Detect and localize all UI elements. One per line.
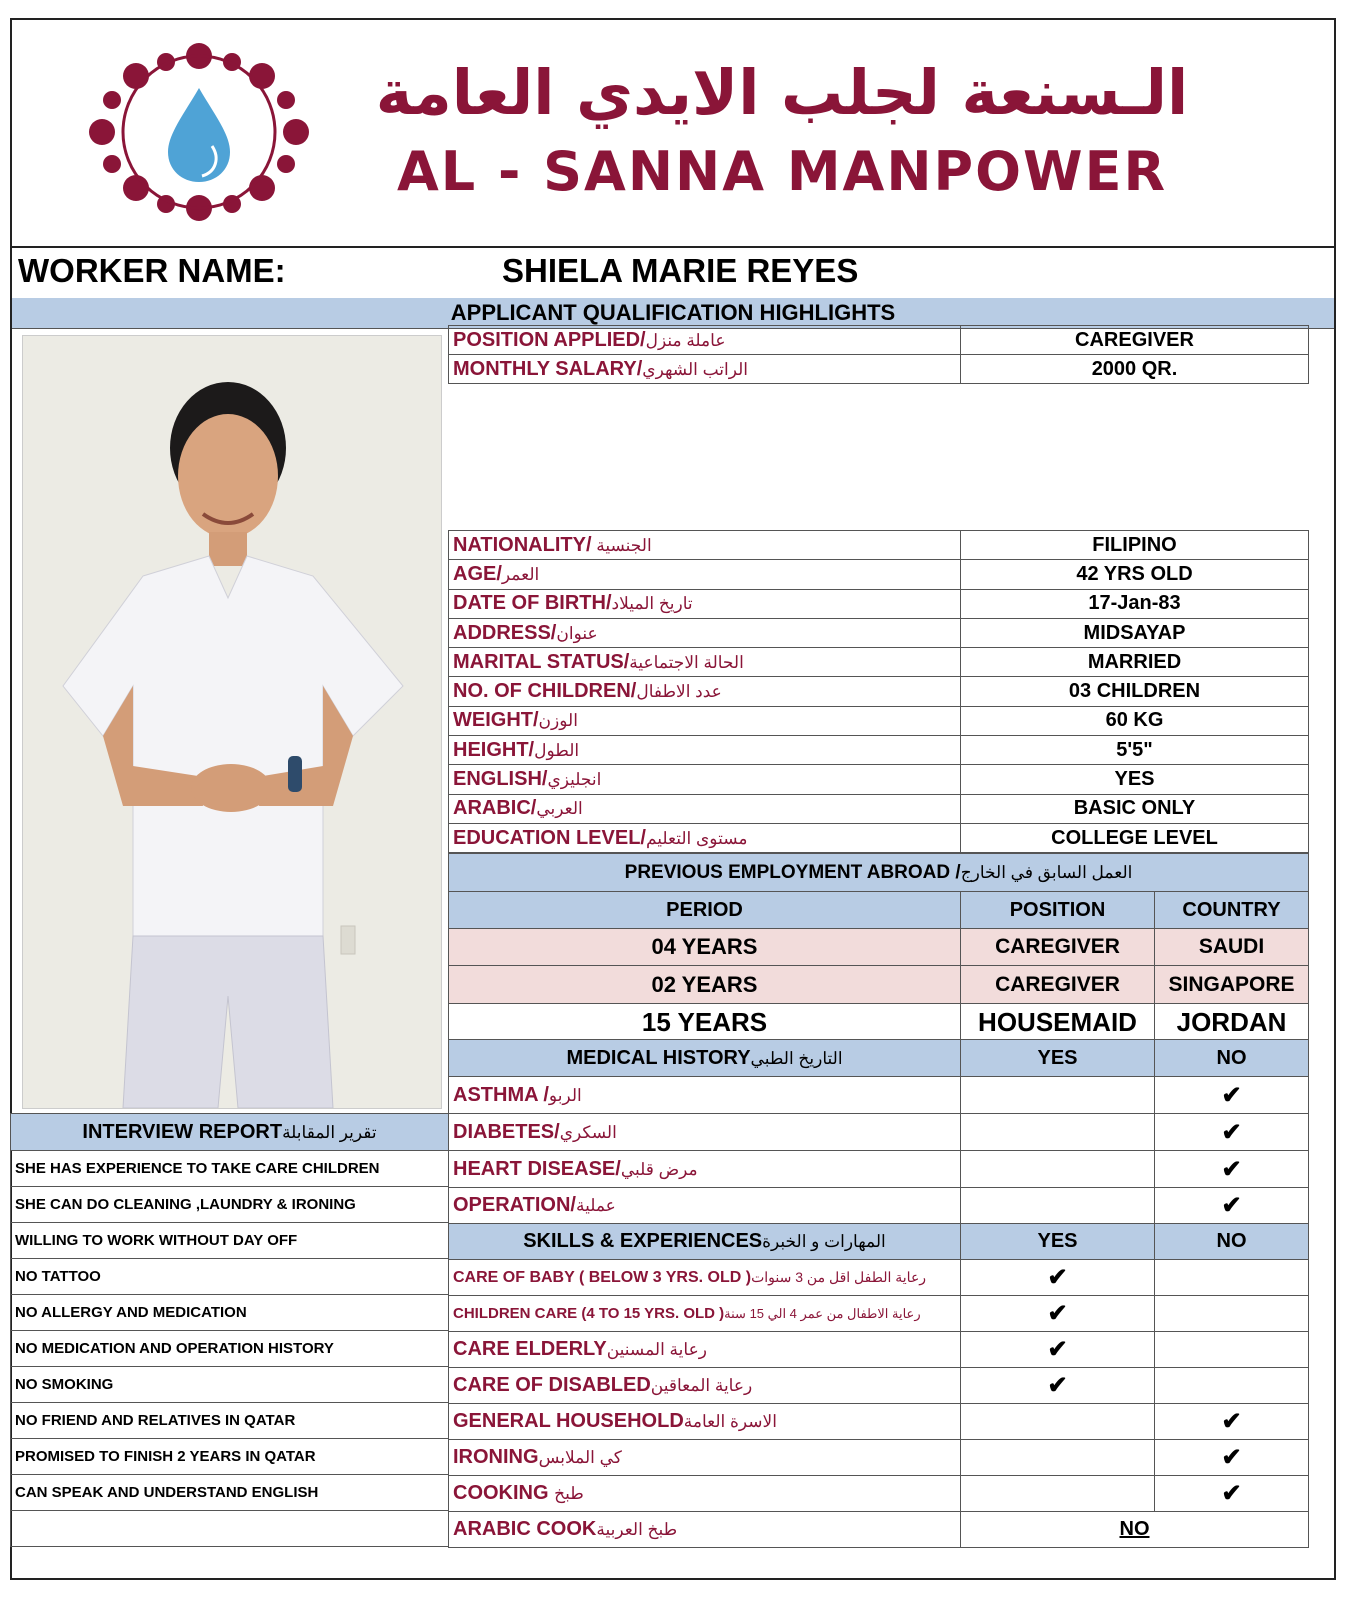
employment-period: 04 YEARS [449,929,961,966]
employment-period: 15 YEARS [449,1004,961,1042]
field-row [449,794,1309,823]
medical-title-ar: التاريخ الطبي [750,1048,843,1068]
medical-row [449,1077,1309,1114]
skill-yes-check: ✔ [961,1260,1155,1296]
medical-yes-check [961,1114,1155,1151]
medical-label-ar: الربو [548,1085,582,1105]
applicant-photo [22,335,442,1109]
skill-no-check [1155,1368,1309,1404]
field-value: YES [961,765,1309,794]
skill-label: CARE OF DISABLED [453,1374,651,1396]
interview-item-text: SHE HAS EXPERIENCE TO TAKE CARE CHILDREN [11,1151,449,1187]
employment-country: SINGAPORE [1155,966,1309,1004]
skill-label: CARE ELDERLY [453,1338,607,1360]
skill-yes-check: ✔ [961,1296,1155,1332]
skill-yes-check: ✔ [961,1332,1155,1368]
skill-label-ar: كي الملابس [538,1448,622,1467]
medical-yes-check [961,1188,1155,1224]
skill-no-check: ✔ [1155,1476,1309,1512]
skill-row [449,1296,1309,1332]
field-label: NATIONALITY/ [453,533,592,556]
field-value: FILIPINO [961,531,1309,560]
field-row [449,326,1309,355]
worker-name-value: SHIELA MARIE REYES [502,252,859,289]
field-row [449,823,1309,852]
medical-label: OPERATION/ [453,1194,576,1216]
interview-header-row [11,1114,449,1151]
skill-row [449,1404,1309,1440]
skill-no-check: ✔ [1155,1404,1309,1440]
field-label: AGE/ [453,562,502,585]
medical-row [449,1114,1309,1151]
medical-title: MEDICAL HISTORY [566,1046,751,1069]
field-value: COLLEGE LEVEL [961,823,1309,852]
interview-item-text: NO FRIEND AND RELATIVES IN QATAR [11,1403,449,1439]
interview-item-text: CAN SPEAK AND UNDERSTAND ENGLISH [11,1475,449,1511]
skill-row [449,1332,1309,1368]
field-label-ar: الحالة الاجتماعية [629,652,744,672]
skill-no-check [1155,1260,1309,1296]
interview-item [11,1331,449,1367]
skill-label-ar: رعاية المعاقين [650,1376,753,1395]
medical-no-check: ✔ [1155,1077,1309,1114]
brand-arabic: الـسنعة لجلب الايدي العامة [375,56,1189,129]
qualification-banner: APPLICANT QUALIFICATION HIGHLIGHTS [12,298,1334,329]
field-value: 42 YRS OLD [961,560,1309,589]
interview-title: INTERVIEW REPORT [82,1120,283,1143]
field-row [449,736,1309,765]
field-value: 2000 QR. [961,355,1309,384]
field-value: 5'5" [961,736,1309,765]
medical-label: ASTHMA / [453,1083,549,1106]
skill-label: GENERAL HOUSEHOLD [453,1410,684,1432]
interview-item [11,1259,449,1295]
field-label: DATE OF BIRTH/ [453,592,612,615]
field-row [449,706,1309,735]
field-label: ARABIC/ [453,797,537,820]
employment-header-row [449,892,1309,929]
interview-item-text: SHE CAN DO CLEANING ,LAUNDRY & IRONING [11,1187,449,1223]
medical-yes-header: YES [961,1040,1155,1077]
top-fields-table [448,325,1309,384]
interview-item [11,1439,449,1475]
employment-position: CAREGIVER [961,929,1155,966]
worker-name-label: WORKER NAME: [18,252,286,289]
medical-yes-check [961,1077,1155,1114]
skill-merged-value: NO [961,1512,1309,1548]
field-label-ar: عنوان [556,623,598,643]
interview-title-ar: تقرير المقابلة [282,1122,377,1142]
employment-row [449,966,1309,1004]
field-value: MARRIED [961,648,1309,677]
field-label-ar: مستوى التعليم [645,828,748,848]
interview-item [11,1187,449,1223]
worker-name-row [12,246,1334,299]
field-label: HEIGHT/ [453,738,535,761]
skills-header-row [449,1224,1309,1260]
field-label-ar: العربي [536,799,583,819]
skill-label: CARE OF BABY ( BELOW 3 YRS. OLD ) [453,1268,752,1286]
skill-label: ARABIC COOK [453,1518,597,1540]
medical-no-check: ✔ [1155,1188,1309,1224]
field-row [449,618,1309,647]
skill-yes-check [961,1476,1155,1512]
field-row [449,560,1309,589]
interview-item [11,1367,449,1403]
field-row [449,355,1309,384]
field-label-ar: عدد الاطفال [636,682,722,702]
interview-item [11,1151,449,1187]
skill-label-ar: طبخ العربية [596,1520,678,1539]
interview-item-text: NO SMOKING [11,1367,449,1403]
employment-period: 02 YEARS [449,966,961,1004]
medical-label: HEART DISEASE/ [453,1157,621,1180]
field-row [449,765,1309,794]
employment-position: CAREGIVER [961,966,1155,1004]
interview-item-text: WILLING TO WORK WITHOUT DAY OFF [11,1223,449,1259]
interview-item [11,1403,449,1439]
field-value: CAREGIVER [961,326,1309,355]
company-header [12,20,1334,248]
interview-report-table [10,1113,449,1547]
employment-row [449,929,1309,966]
skill-no-check [1155,1332,1309,1368]
skill-row [449,1368,1309,1404]
field-label-ar: عاملة منزل [645,330,726,350]
field-label: NO. OF CHILDREN/ [453,680,637,703]
interview-item [11,1475,449,1511]
skill-label: IRONING [453,1446,539,1468]
medical-label-ar: مرض قلبي [620,1159,698,1179]
brand-english: AL - SANNA MANPOWER [396,140,1168,203]
field-label: MARITAL STATUS/ [453,650,630,673]
field-row [449,589,1309,618]
field-label: ENGLISH/ [453,768,548,791]
employment-position: HOUSEMAID [961,1004,1155,1042]
interview-item [11,1295,449,1331]
field-label-ar: تاريخ الميلاد [611,594,693,614]
employment-country: SAUDI [1155,929,1309,966]
medical-header-row [449,1040,1309,1077]
field-value: 60 KG [961,706,1309,735]
medical-yes-check [961,1151,1155,1188]
skill-label: CHILDREN CARE (4 TO 15 YRS. OLD ) [453,1305,725,1322]
skill-no-check [1155,1296,1309,1332]
skill-label-ar: طبخ [554,1484,584,1503]
skill-label-ar: رعاية المسنين [606,1340,707,1359]
field-value: MIDSAYAP [961,618,1309,647]
medical-row [449,1188,1309,1224]
field-value: 03 CHILDREN [961,677,1309,706]
field-label: ADDRESS/ [453,621,557,644]
interview-item-text: NO TATTOO [11,1259,449,1295]
skills-no-header: NO [1155,1224,1309,1260]
application-sheet [10,18,1336,1580]
skill-row [449,1260,1309,1296]
skill-yes-check [961,1440,1155,1476]
skills-yes-header: YES [961,1224,1155,1260]
field-label-ar: الراتب الشهري [642,359,749,379]
field-label-ar: الوزن [538,711,578,731]
field-label-ar: العمر [501,564,540,584]
skill-yes-check [961,1404,1155,1440]
skill-label-ar: رعاية الطفل اقل من 3 سنوات [751,1268,927,1285]
skill-row [449,1512,1309,1548]
skills-title-ar: المهارات و الخبرة [762,1232,886,1251]
field-label: POSITION APPLIED/ [453,328,646,351]
detail-fields-table [448,530,1309,853]
interview-item [11,1223,449,1259]
employment-row [449,1004,1309,1042]
country-header: COUNTRY [1155,892,1309,929]
employment-title: PREVIOUS EMPLOYMENT ABROAD / [624,861,961,883]
medical-label-ar: السكري [559,1122,617,1142]
period-header: PERIOD [449,892,961,929]
medical-row [449,1151,1309,1188]
field-label-ar: انجليزي [547,770,602,790]
skill-yes-check: ✔ [961,1368,1155,1404]
interview-item-text: NO ALLERGY AND MEDICATION [11,1295,449,1331]
medical-no-check: ✔ [1155,1151,1309,1188]
medical-no-check: ✔ [1155,1114,1309,1151]
skill-no-check: ✔ [1155,1440,1309,1476]
medical-no-header: NO [1155,1040,1309,1077]
company-logo-icon [84,42,314,222]
field-label-ar: الجنسية [591,535,652,555]
interview-item-text: NO MEDICATION AND OPERATION HISTORY [11,1331,449,1367]
field-label: EDUCATION LEVEL/ [453,826,646,849]
skill-label-ar: رعاية الاطفال من عمر 4 الي 15 سنة [724,1306,921,1321]
skill-label: COOKING [453,1482,555,1504]
skill-row [449,1440,1309,1476]
employment-table [448,853,1309,1042]
field-label-ar: الطول [534,740,580,760]
employment-country: JORDAN [1155,1004,1309,1042]
employment-title-ar: العمل السابق في الخارج [960,862,1133,882]
field-value: BASIC ONLY [961,794,1309,823]
employment-title-row [449,854,1309,892]
medical-label-ar: عملية [575,1196,616,1215]
interview-blank-row [11,1511,449,1547]
interview-item-text: PROMISED TO FINISH 2 YEARS IN QATAR [11,1439,449,1475]
field-row [449,648,1309,677]
person-photo-icon [23,336,441,1108]
field-label: WEIGHT/ [453,709,539,732]
skill-row [449,1476,1309,1512]
medical-label: DIABETES/ [453,1120,560,1143]
field-value: 17-Jan-83 [961,589,1309,618]
skills-title: SKILLS & EXPERIENCES [523,1230,763,1252]
medical-skills-table [448,1039,1309,1548]
field-label: MONTHLY SALARY/ [453,357,643,380]
position-header: POSITION [961,892,1155,929]
field-row [449,531,1309,560]
skill-label-ar: الاسرة العامة [683,1412,777,1431]
field-row [449,677,1309,706]
